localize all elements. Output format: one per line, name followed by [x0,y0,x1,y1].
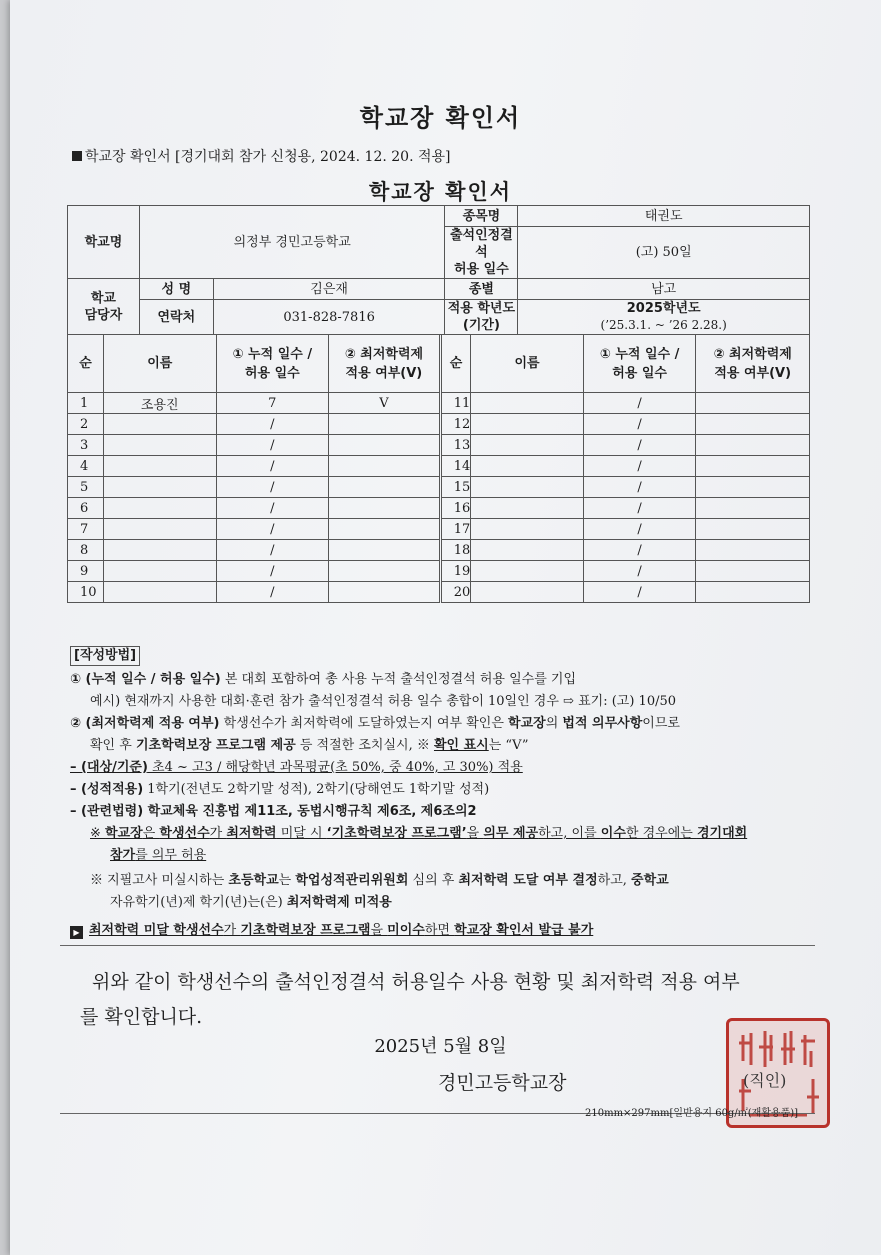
row-check-cell: V [329,393,441,414]
row-days-cell: / [216,498,329,519]
row-no-cell: 13 [440,435,471,456]
note-10-f: 심의 후 [408,873,459,888]
note-10-g: 최저학력 도달 여부 결정 [458,873,598,888]
principal-signature: 경민고등학교장 [438,1072,567,1094]
header-check-right-line2: 적용 여부(V) [714,365,792,381]
row-no-cell: 20 [440,582,471,603]
year-label-line1: 적용 학년도 [447,301,516,316]
form-title: 학교장 확인서 [368,180,513,204]
school-info-table [67,205,810,335]
instruction-7-term: – (관련법령) [70,804,144,819]
row-no-cell: 1 [68,393,104,414]
row-days-cell: / [583,582,696,603]
header-check-left [329,335,441,393]
row-no-cell: 2 [68,414,104,435]
header-days-right-line2: 허용 일수 [612,365,667,381]
header-days-left [216,335,329,393]
note-10-c: 초등학교 [228,873,279,888]
note-11-b: 는(은) [247,895,287,910]
table-row [68,582,810,603]
row-name-cell [103,414,216,435]
row-days-cell: / [216,477,329,498]
note-10-d: 는 [278,873,296,888]
row-name-cell [103,582,216,603]
row-name-cell [471,393,584,414]
row-name-cell [103,519,216,540]
allowed-days-value: (고) 50일 [518,227,810,279]
table-row [68,435,810,456]
note-9-b: 를 의무 허용 [135,848,207,863]
row-name-cell [471,477,584,498]
note-10-e: 학업성적관리위원회 [295,873,409,888]
instruction-4-d: 확인 표시 [433,738,489,753]
year-value-line1: 2025학년도 [626,301,701,316]
instruction-line-1 [70,669,815,691]
instruction-4-b: 기초학력보장 프로그램 제공 [135,738,296,753]
contact-value: 031-828-7816 [213,300,445,335]
row-check-cell [696,582,810,603]
row-check-cell [696,435,810,456]
row-days-cell: / [216,540,329,561]
row-no-cell: 5 [68,477,104,498]
header-no-right: 순 [440,335,471,393]
instruction-line-9 [70,845,815,867]
instruction-line-12 [70,920,815,942]
instruction-line-11 [70,892,815,914]
manager-label-line1: 학교 [90,290,116,306]
form-subheader-text: 학교장 확인서 [경기대회 참가 신청용, 2024. 12. 20. 적용] [85,149,451,165]
instruction-7-text: 학교체육 진흥법 제11조, 동법시행규칙 제6조, 제6조의2 [143,804,477,819]
row-no-cell: 16 [440,498,471,519]
row-no-cell: 9 [68,561,104,582]
note-12-d: 을 [370,923,388,938]
instruction-line-5 [70,757,815,779]
row-check-cell [329,582,441,603]
confirmation-line-2: 를 확인합니다. [80,1006,203,1028]
row-name-cell [471,498,584,519]
row-no-cell: 4 [68,456,104,477]
row-days-cell: / [583,540,696,561]
confirmation-text [80,965,820,1035]
header-check-right [696,335,810,393]
row-name-cell [103,498,216,519]
note-8-g: 미달 시 [276,826,327,841]
row-name-cell [471,519,584,540]
row-days-cell: / [216,561,329,582]
instruction-line-8 [70,823,815,845]
row-name-cell [471,540,584,561]
type-value: 남고 [518,279,810,300]
table-row [68,561,810,582]
student-list-table [67,334,810,603]
note-10-b: 하는 [199,873,229,888]
row-check-cell [696,540,810,561]
year-value [518,300,810,335]
instruction-1-text: 본 대회 포함하여 총 사용 누적 출석인정결석 허용 일수를 기입 [220,672,577,687]
square-bullet-icon [72,151,82,161]
header-name-left: 이름 [103,335,216,393]
note-12-f: 하면 [424,923,455,938]
instruction-3-duty: 법적 의무사항 [562,716,643,731]
note-11-a: 자유학기(년)제 학기(년) [110,895,248,910]
row-days-cell: / [216,456,329,477]
instruction-1-term: ① (누적 일수 / 허용 일수) [70,672,221,687]
note-8-h: ‘기초학력보장 프로그램’ [326,826,467,841]
row-no-cell: 12 [440,414,471,435]
instruction-6-term: – (성적적용) [70,782,144,797]
row-no-cell: 19 [440,561,471,582]
row-days-cell: / [216,435,329,456]
note-11-c: 최저학력제 미적용 [286,895,392,910]
row-name-cell [471,414,584,435]
row-no-cell: 14 [440,456,471,477]
row-check-cell [329,561,441,582]
divider-top [60,945,815,946]
note-8-b: 학교장 [105,826,143,841]
note-12-b: 가 [223,923,241,938]
manager-label [68,279,140,335]
row-name-cell [103,561,216,582]
table-row [68,456,810,477]
row-no-cell: 3 [68,435,104,456]
instruction-4-c: 등 적절한 조치실시, ※ [295,738,434,753]
event-value: 태권도 [518,206,810,227]
header-days-right-line1: ① 누적 일수 / [599,346,680,362]
row-days-cell: / [216,414,329,435]
row-check-cell [329,435,441,456]
row-check-cell [329,540,441,561]
year-label-line2: (기간) [462,318,500,333]
page-title: 학교장 확인서 [359,104,522,132]
row-check-cell [696,561,810,582]
row-days-cell: / [583,414,696,435]
form-subheader [72,146,451,166]
row-check-cell [329,519,441,540]
instruction-5-text: 초4 ~ 고3 / 해당학년 과목평균(초 50%, 중 40%, 고 30%) 적용 [147,760,523,775]
row-name-cell [471,435,584,456]
allowed-days-label [445,227,518,279]
note-8-n: 경기대회 [696,826,748,841]
header-no-left: 순 [68,335,104,393]
instructions [70,645,815,942]
note-12-e: 미이수 [387,923,425,938]
instruction-6-text: 1학기(전년도 2학기말 성적), 2학기(당해연도 1학기말 성적) [143,782,490,797]
note-12-a: 최저학력 미달 학생선수 [89,923,224,938]
row-check-cell [329,477,441,498]
row-days-cell: / [583,498,696,519]
row-no-cell: 7 [68,519,104,540]
issue-date: 2025년 5월 8일 [374,1036,507,1057]
instruction-4-e: 는 “V” [488,738,529,753]
instruction-line-3 [70,713,815,735]
table-row [68,519,810,540]
table-row [68,540,810,561]
instruction-4-a: 확인 후 [90,738,136,753]
row-check-cell [696,414,810,435]
row-check-cell [329,456,441,477]
instruction-3-particle: 의 [545,716,563,731]
type-label: 종별 [445,279,518,300]
instruction-line-7 [70,801,815,823]
note-8-c: 은 [142,826,160,841]
allowed-days-label-line1: 출석인정결석 [450,228,513,260]
list-header-row [68,335,810,393]
row-days-cell: / [583,519,696,540]
note-8-j: 의무 제공 [483,826,539,841]
instruction-line-4 [70,735,815,757]
note-8-d: 학생선수 [159,826,210,841]
row-name-cell [471,456,584,477]
year-label [445,300,518,335]
row-no-cell: 6 [68,498,104,519]
instruction-3-text: 학생선수가 최저학력에 도달하였는지 여부 확인은 [219,716,509,731]
instruction-12-text [89,923,593,938]
row-check-cell [696,477,810,498]
note-8-k: 하고, 이를 [538,826,601,841]
header-check-right-line1: ② 최저학력제 [713,346,792,362]
row-check-cell [696,456,810,477]
row-check-cell [696,498,810,519]
row-days-cell: / [583,393,696,414]
instruction-line-2: 예시) 현재까지 사용한 대회·훈련 참가 출석인정결석 허용 일수 총합이 10일인 경우 ⇨ 표기: (고) 10/50 [90,694,677,709]
instruction-line-10 [70,870,815,892]
row-name-cell [103,477,216,498]
row-name-cell [103,456,216,477]
school-name-value: 의정부 경민고등학교 [139,206,445,279]
note-9-a: 참가 [110,848,136,863]
header-check-left-line2: 적용 여부(V) [345,365,423,381]
note-12-g: 학교장 확인서 발급 불가 [454,923,594,938]
note-10-a: ※ 지필고사 미실시 [90,873,200,888]
row-days-cell: / [583,477,696,498]
instruction-3-term: ② (최저학력제 적용 여부) [70,716,220,731]
note-10-h: 하고, [597,873,632,888]
header-days-left-line2: 허용 일수 [244,365,300,381]
row-no-cell: 8 [68,540,104,561]
row-days-cell: / [583,435,696,456]
row-check-cell [329,414,441,435]
manager-name-value: 김은재 [213,279,445,300]
row-no-cell: 18 [440,540,471,561]
seal-label: (직인) [743,1071,787,1090]
school-name-label: 학교명 [68,206,140,279]
row-days-cell: / [216,519,329,540]
note-8-l: 이수 [600,826,626,841]
row-no-cell: 17 [440,519,471,540]
row-name-cell: 조용진 [103,393,216,414]
contact-label: 연락처 [139,300,213,335]
row-name-cell [103,540,216,561]
event-label: 종목명 [445,206,518,227]
note-8-f: 최저학력 [226,826,277,841]
row-no-cell: 15 [440,477,471,498]
instruction-3-end: 이므로 [642,716,680,731]
row-check-cell [696,519,810,540]
row-days-cell: / [583,456,696,477]
manager-label-line2: 담당자 [84,307,123,323]
row-name-cell [471,561,584,582]
row-days-cell: 7 [216,393,329,414]
instructions-title: [작성방법] [70,646,140,666]
year-value-line2: (’25.3.1. ~ ’26 2.28.) [600,318,727,332]
header-days-left-line1: ① 누적 일수 / [232,346,313,362]
row-no-cell: 10 [68,582,104,603]
header-name-right: 이름 [471,335,584,393]
note-12-c: 기초학력보장 프로그램 [240,923,371,938]
confirmation-line-1: 위와 같이 학생선수의 출석인정결석 허용일수 사용 현황 및 최저학력 적용 여부 [92,971,740,993]
table-row [68,498,810,519]
note-8-a: ※ [90,826,106,841]
note-10-i: 중학교 [631,873,669,888]
header-days-right [583,335,696,393]
instruction-line-6 [70,779,815,801]
instruction-3-principal: 학교장 [508,716,546,731]
row-no-cell: 11 [440,393,471,414]
allowed-days-label-line2: 허용 일수 [454,262,509,277]
instruction-5-term: – (대상/기준) [70,760,148,775]
row-name-cell [103,435,216,456]
row-days-cell: / [583,561,696,582]
table-row [68,414,810,435]
row-check-cell [329,498,441,519]
header-check-left-line1: ② 최저학력제 [344,346,424,362]
note-8-m: 한 경우에는 [625,826,697,841]
table-row [68,393,810,414]
row-days-cell: / [216,582,329,603]
row-name-cell [471,582,584,603]
row-check-cell [696,393,810,414]
paper-spec-note: 210mm×297mm[일반용지 60g/㎡(재활용품)] [585,1108,799,1119]
note-8-e: 가 [209,826,227,841]
table-row [68,477,810,498]
note-8-i: 을 [466,826,484,841]
manager-name-label: 성 명 [139,279,213,300]
arrow-box-icon: ▶ [70,926,83,939]
